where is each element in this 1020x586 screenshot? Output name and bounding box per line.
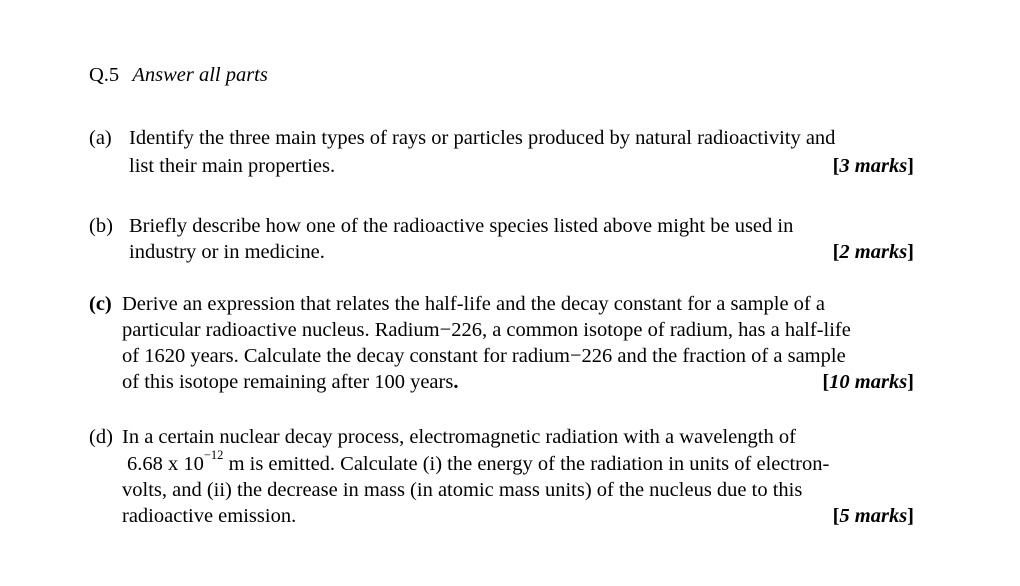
wavelength-value: 6.68 x 10 [127,453,204,475]
part-a-line-1: Identify the three main types of rays or particles produced by natural radioactivity and [129,127,836,149]
part-c-line-4: of this isotope remaining after 100 years. [122,371,459,393]
question-number: Q.5 [89,64,120,86]
part-c-line-3: of 1620 years. Calculate the decay constant for radium−226 and the fraction of a sample [122,345,846,367]
part-c-line-2: particular radioactive nucleus. Radium−226, a common isotope of radium, has a half-life [122,319,851,341]
part-c-marks: [10 marks] [822,371,914,393]
part-d-marks: [5 marks] [832,505,914,527]
part-d-line-3: volts, and (ii) the decrease in mass (in atomic mass units) of the nucleus due to this [122,479,803,501]
part-a-marks: [3 marks] [832,155,914,177]
part-c-line-1: Derive an expression that relates the half-life and the decay constant for a sample of a [122,293,825,315]
part-b-marks: [2 marks] [832,241,914,263]
part-d-line-1: In a certain nuclear decay process, electromagnetic radiation with a wavelength of [122,426,796,448]
part-b-line-1: Briefly describe how one of the radioactive species listed above might be used in [129,215,794,237]
question-header [89,64,268,87]
part-c-label: (c) [89,293,112,315]
wavelength-exponent: −12 [203,448,224,462]
part-b-label: (b) [89,215,113,237]
part-d-label: (d) [89,426,113,448]
part-a-label: (a) [89,127,112,149]
part-d-line-2: 6.68 x $10^{-12}$ m is emitted. Calculate (i) the energy of the radiation in units of electron- [127,448,830,475]
question-instruction: Answer all parts [132,64,268,86]
part-b-line-2: industry or in medicine. [129,241,325,263]
part-d-line-4: radioactive emission. [122,505,297,527]
part-a-line-2: list their main properties. [129,155,336,177]
